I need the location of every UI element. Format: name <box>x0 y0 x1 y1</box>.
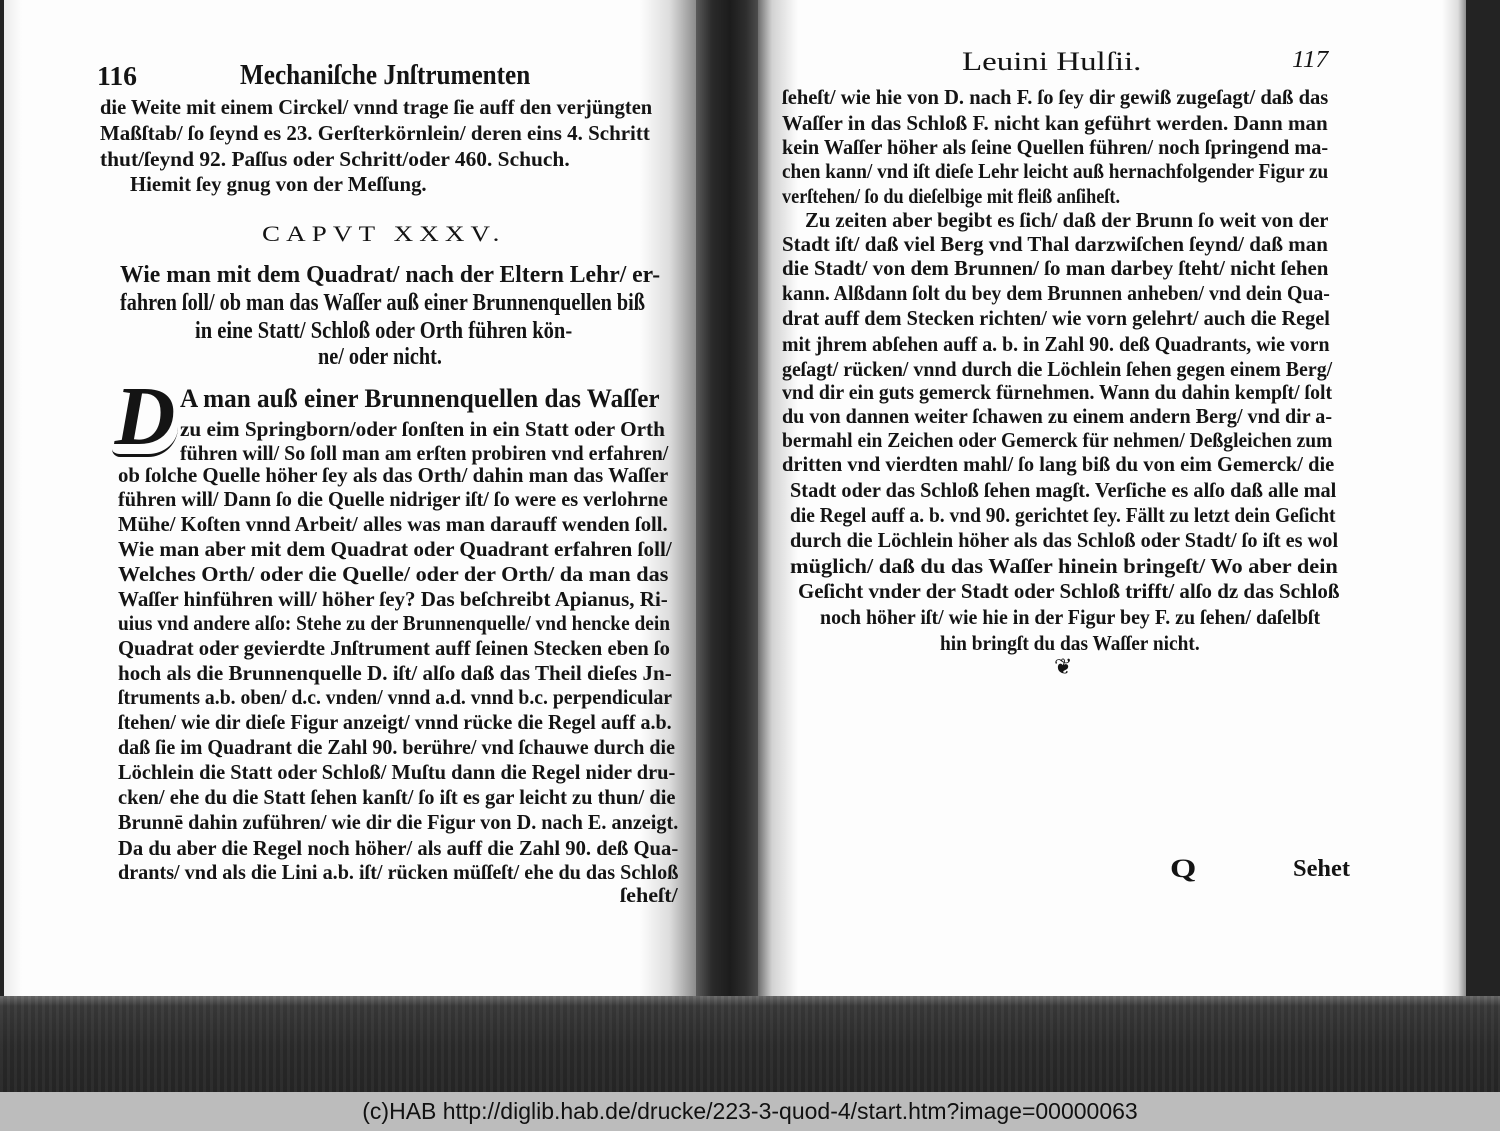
body-line-text: müglich/ daß du das Waſſer hinein bringeſt/ Wo aber dein <box>790 554 1338 578</box>
body-line-text: drants/ vnd als die Lini a.b. iſt/ rücken müſſeſt/ ehe du das Schloß <box>118 860 679 884</box>
body-line-text: dritten vnd vierdten mahl/ ſo lang biß du von eim Gemerck/ die <box>782 452 1335 476</box>
body-line-text: Brunnē dahin zuführen/ wie dir die Figur von D. nach E. anzeigt. <box>118 810 679 834</box>
body-line-text: ſtehen/ wie dir dieſe Figur anzeigt/ vnnd rücke die Regel auff a.b. <box>118 710 672 734</box>
body-line <box>940 630 1200 656</box>
body-line <box>118 536 672 562</box>
body-line-text: Waſſer hinführen will/ höher ſey? Das beſchreibt Apianus, Ri- <box>118 587 668 611</box>
book-gutter <box>696 0 758 1000</box>
body-line-text: ſeheſt/ wie hie von D. nach F. ſo ſey dir gewiß zugeſagt/ daß das <box>782 85 1329 109</box>
body-line-text: die Regel auff a. b. vnd 90. gerichtet ſey. Fällt zu letzt dein Geſicht <box>790 503 1336 527</box>
body-line-text: hoch als die Brunnenquelle D. iſt/ alſo daß das Theil dieſes Jn- <box>118 661 672 685</box>
body-line <box>118 586 668 612</box>
body-line-text: Stadt oder das Schloß ſehen magſt. Verſiche es alſo daß alle mal <box>790 478 1337 502</box>
body-line <box>790 502 1336 528</box>
body-line <box>118 734 675 760</box>
body-line <box>118 709 672 735</box>
body-line <box>782 84 1328 110</box>
body-line-text: kann. Alßdann ſolt du bey dem Brunnen anheben/ vnd dein Qua- <box>782 281 1330 305</box>
body-line <box>782 451 1334 477</box>
catchword-text: Sehet <box>1293 856 1351 882</box>
chapter-title-line <box>120 262 660 288</box>
body-line-text: zu eim Springborn/oder ſonſten in ein Statt oder Orth <box>180 417 665 441</box>
right-page-number <box>1292 45 1328 75</box>
body-line <box>118 684 672 710</box>
body-line <box>118 835 678 861</box>
body-line-text: Welches Orth/ oder die Quelle/ oder der Orth/ da man das <box>118 562 669 586</box>
body-line-text: Quadrat oder gevierdte Jnſtrument auff ſeinen Stecken eben ſo <box>118 636 670 660</box>
body-line <box>118 561 668 587</box>
body-line <box>782 183 1120 209</box>
signature-mark <box>1170 854 1196 884</box>
chapter-title-line-text: ne/ oder nicht. <box>318 344 442 370</box>
chapter-heading <box>262 220 505 248</box>
body-line-text: Waſſer in das Schloß F. nicht kan geführt werden. Dann man <box>782 111 1328 135</box>
body-line <box>118 486 668 512</box>
body-line <box>118 610 670 636</box>
body-line <box>118 635 670 661</box>
body-line-text: du von dannen weiter ſchawen zu einem andern Berg/ vnd dir a- <box>782 404 1333 428</box>
body-line-text: daß ſie im Quadrant die Zahl 90. berühre/ vnd ſchauwe durch die <box>118 735 675 759</box>
body-line-text: A man auß einer Brunnenquellen das Waſſer <box>180 384 660 413</box>
text-line-text: die Weite mit einem Circkel/ vnnd trage ſie auff den verjüngten <box>100 95 653 119</box>
footer-credit: (c)HAB http://diglib.hab.de/drucke/223-3-quod-4/start.htm?image=00000063 <box>362 1098 1138 1124</box>
body-line <box>782 158 1328 184</box>
left-running-head-text: Mechaniſche Jnſtrumenten <box>240 59 531 91</box>
body-line <box>782 110 1328 136</box>
body-line <box>118 511 668 537</box>
body-line <box>118 759 675 785</box>
body-line-text: bermahl ein Zeichen oder Gemerck für nehmen/ Deßgleichen zum <box>782 428 1333 452</box>
text-line-text: thut/ſeynd 92. Paſſus oder Schritt/oder 460. Schuch. <box>100 147 570 171</box>
body-line <box>782 403 1332 429</box>
footer-bar <box>0 1092 1500 1131</box>
body-line-text: chen kann/ vnd iſt dieſe Lehr leicht auß hernachfolgender Figur zu <box>782 159 1329 183</box>
right-running-head <box>962 46 1142 78</box>
body-line <box>790 477 1336 503</box>
body-line <box>782 280 1330 306</box>
body-line-text: ſtruments a.b. oben/ d.c. vnden/ vnnd a.d. vnnd b.c. perpendicular <box>118 685 673 709</box>
body-line-text: Stadt iſt/ daß viel Berg vnd Thal darzwiſchen ſeynd/ daß man <box>782 232 1328 256</box>
body-line <box>782 331 1330 357</box>
body-line <box>118 859 678 885</box>
body-line-text: führen will/ Dann ſo die Quelle nidriger iſt/ ſo were es verlohrne <box>118 487 668 511</box>
body-line <box>782 255 1328 281</box>
left-page-number <box>97 60 137 92</box>
chapter-title-line-text: Wie man mit dem Quadrat/ nach der Eltern Lehr/ er- <box>120 262 661 288</box>
body-line-text: hin bringſt du das Waſſer nicht. <box>940 631 1200 655</box>
text-line <box>130 171 427 197</box>
text-line-text: Hiemit ſey gnug von der Meſſung. <box>130 172 427 196</box>
body-line-text: drat auff dem Stecken richten/ wie vorn gelehrt/ auch die Regel <box>782 306 1330 330</box>
body-line-text: die Stadt/ von dem Brunnen/ ſo man darbey ſteht/ nicht ſehen <box>782 256 1329 280</box>
text-line <box>100 94 652 120</box>
body-line <box>118 809 678 835</box>
body-line-text: durch die Löchlein höher als das Schloß oder Stadt/ ſo iſt es wol <box>790 528 1339 552</box>
body-line <box>118 462 668 488</box>
fleuron-icon: ❦ <box>1054 655 1073 680</box>
body-line-text: Da du aber die Regel noch höher/ als auff die Zahl 90. deß Qua- <box>118 836 679 860</box>
body-line-text: ob ſolche Quelle höher ſey als das Orth/ dahin man das Waſſer <box>118 463 669 487</box>
drop-cap-initial: D <box>112 380 178 457</box>
body-line-text: Geſicht vnder der Stadt oder Schloß trifft/ alſo dz das Schloß <box>798 579 1340 603</box>
body-line-text: vnd dir ein guts gemerck fürnehmen. Wann du dahin kempſt/ ſolt <box>782 380 1333 404</box>
chapter-title-line-text: fahren ſoll/ ob man das Waſſer auß einer Brunnenquellen biß <box>120 290 646 316</box>
body-line-text: noch höher iſt/ wie hie in der Figur bey F. zu ſehen/ daſelbſt <box>820 605 1321 629</box>
body-line-text: geſagt/ rücken/ vnnd durch die Löchlein ſehen gegen einem Berg/ <box>782 357 1333 381</box>
body-line-text: Löchlein die Statt oder Schloß/ Muſtu dann die Regel nider dru- <box>118 760 676 784</box>
body-line <box>782 231 1328 257</box>
body-line-text: Wie man aber mit dem Quadrat oder Quadrant erfahren ſoll/ <box>118 537 672 561</box>
left-running-head <box>240 58 530 92</box>
body-line <box>782 379 1332 405</box>
chapter-heading-text: CAPVT XXXV. <box>262 221 506 246</box>
body-line-text: Mühe/ Koſten vnnd Arbeit/ alles was man darauff wenden ſoll. <box>118 512 668 536</box>
right-page-number-text: 117 <box>1292 47 1329 73</box>
signature-mark-text: Q <box>1170 854 1197 883</box>
body-line <box>782 305 1330 331</box>
body-line <box>118 660 672 686</box>
chapter-title-line-text: in eine Statt/ Schloß oder Orth führen kön- <box>195 318 573 344</box>
body-line-text: führen will/ So ſoll man am erſten probiren vnd erfahren/ <box>180 441 669 465</box>
body-line <box>620 882 678 908</box>
chapter-title-line <box>195 318 572 344</box>
body-line-text: verſtehen/ ſo du dieſelbige mit fleiß anſiheſt. <box>782 184 1121 208</box>
text-line <box>100 120 650 146</box>
body-line <box>118 784 675 810</box>
text-line-text: Maßſtab/ ſo ſeynd es 23. Gerſterkörnlein/ deren eins 4. Schritt <box>100 121 650 145</box>
body-line <box>820 604 1320 630</box>
right-running-head-text: Leuini Hulſii. <box>962 47 1142 76</box>
left-page-number-text: 116 <box>97 61 138 91</box>
body-line <box>782 427 1332 453</box>
body-line <box>180 416 665 442</box>
body-line-text: kein Waſſer höher als ſeine Quellen führen/ noch ſpringend ma- <box>782 135 1329 159</box>
body-line <box>790 553 1338 579</box>
scan-bottom-edge <box>0 996 1500 1092</box>
body-line-text: mit jhrem abſehen auff a. b. in Zahl 90. deß Quadrants, wie vorn <box>782 332 1330 356</box>
body-line <box>790 527 1338 553</box>
body-line-text: uius vnd andere alſo: Stehe zu der Brunnenquelle/ vnd hencke dein <box>118 611 670 635</box>
chapter-title-line <box>120 290 645 316</box>
body-line-text: cken/ ehe du die Statt ſehen kanſt/ ſo iſt es gar leicht zu thun/ die <box>118 785 676 809</box>
body-line-text: ſeheſt/ <box>620 883 678 907</box>
body-line <box>798 578 1340 604</box>
text-line <box>100 146 570 172</box>
chapter-title-line <box>318 344 442 370</box>
body-line <box>180 386 660 412</box>
body-line <box>782 134 1328 160</box>
body-line-text: Zu zeiten aber begibt es ſich/ daß der Brunn ſo weit von der <box>805 208 1329 232</box>
catchword <box>1293 854 1350 884</box>
body-line <box>805 207 1328 233</box>
